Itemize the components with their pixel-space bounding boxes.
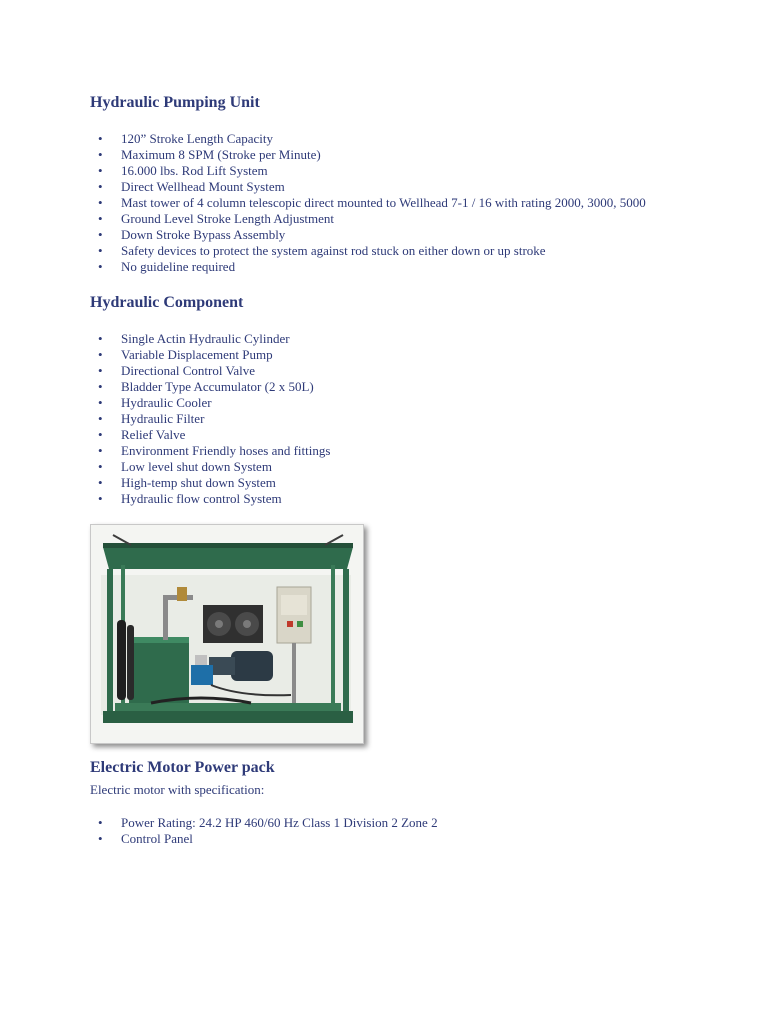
list-item: • Power Rating: 24.2 HP 460/60 Hz Class 1 Division 2 Zone 2 [90, 815, 438, 831]
list-item: • Hydraulic flow control System [90, 491, 330, 507]
electric-motor-list [90, 815, 438, 847]
list-item: • Variable Displacement Pump [90, 347, 330, 363]
list-item: • High-temp shut down System [90, 475, 330, 491]
list-item: • Down Stroke Bypass Assembly [90, 227, 646, 243]
list-item: • Low level shut down System [90, 459, 330, 475]
list-item: • Maximum 8 SPM (Stroke per Minute) [90, 147, 646, 163]
heading-hydraulic-component: Hydraulic Component [90, 294, 244, 311]
list-item: • Ground Level Stroke Length Adjustment [90, 211, 646, 227]
pumping-unit-list [90, 131, 646, 275]
hydraulic-component-list [90, 331, 330, 507]
list-item: • Mast tower of 4 column telescopic direct mounted to Wellhead 7-1 / 16 with rating 2000, 3000, 5000 [90, 195, 646, 211]
list-item: • No guideline required [90, 259, 646, 275]
hydraulic-power-unit-photo [90, 524, 364, 744]
list-item: • Single Actin Hydraulic Cylinder [90, 331, 330, 347]
heading-hydraulic-pumping-unit: Hydraulic Pumping Unit [90, 94, 260, 111]
list-item: • Safety devices to protect the system against rod stuck on either down or up stroke [90, 243, 646, 259]
list-item: • Hydraulic Cooler [90, 395, 330, 411]
list-item: • Directional Control Valve [90, 363, 330, 379]
list-item: • Direct Wellhead Mount System [90, 179, 646, 195]
electric-motor-intro: Electric motor with specification: [90, 782, 265, 797]
list-item: • Bladder Type Accumulator (2 x 50L) [90, 379, 330, 395]
list-item: • Hydraulic Filter [90, 411, 330, 427]
list-item: • Relief Valve [90, 427, 330, 443]
power-unit-illustration [91, 525, 363, 743]
list-item: • 120” Stroke Length Capacity [90, 131, 646, 147]
list-item: • 16.000 lbs. Rod Lift System [90, 163, 646, 179]
heading-electric-motor-power-pack: Electric Motor Power pack [90, 759, 275, 776]
list-item: • Environment Friendly hoses and fittings [90, 443, 330, 459]
list-item: • Control Panel [90, 831, 438, 847]
